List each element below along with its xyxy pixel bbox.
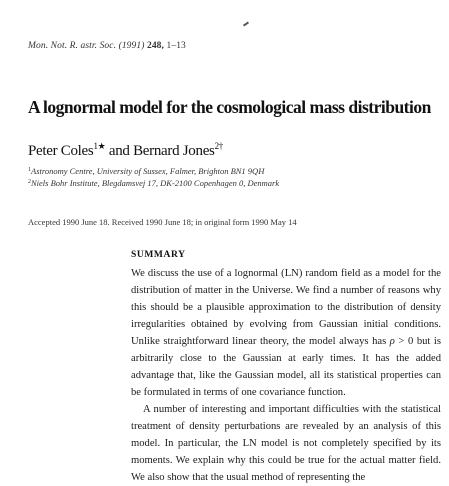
abstract-body (131, 265, 441, 486)
abstract-paragraph-1 (131, 265, 441, 401)
author-1: Peter Coles (28, 143, 94, 159)
journal-year: (1991) (118, 41, 145, 51)
affiliation-1-mark: 1 (28, 167, 31, 173)
affiliation-2-mark: 2 (28, 179, 31, 185)
abstract-paragraph-2: A number of interesting and important difficulties with the statistical treatment of density perturbations are revealed by an analysis of this model. In particular, the LN model is not completely specified by its moments. We explain why this could be true for the actual matter field. We also show that the usual method of representing the (131, 404, 441, 483)
journal-volume: 248, (146, 41, 165, 51)
journal-pages: 1–13 (166, 41, 186, 51)
rho-symbol: ρ (389, 336, 395, 347)
author-2: Bernard Jones (133, 143, 215, 159)
abstract-p1-part-a: We discuss the use of a lognormal (LN) random field as a model for the distribution of matter in the Universe. We find a number of reasons why this should be a plausible approximation to the distribution of density irregularities obtained by evolving from Gaussian initial conditions. Unlike straightforward linear theory, the model always has (131, 268, 441, 347)
affiliation-1-text: Astronomy Centre, University of Sussex, Falmer, Brighton BN1 9QH (31, 166, 265, 176)
publication-dates: Accepted 1990 June 18. Received 1990 June 18; in original form 1990 May 14 (28, 217, 297, 227)
affiliation-1 (28, 166, 264, 176)
paper-title: A lognormal model for the cosmological mass distribution (28, 97, 431, 117)
abstract-p1-part-b: > 0 but is arbitrarily close to the Gaussian at early times. It has the added advantage that, like the Gaussian model, all its statistical properties can be formulated in terms of one covariance function. (131, 336, 441, 398)
affiliation-2 (28, 178, 279, 188)
author-1-mark: 1★ (93, 141, 106, 151)
scan-speck (243, 21, 249, 26)
journal-reference (28, 41, 186, 51)
author-line (28, 141, 223, 160)
affiliation-2-text: Niels Bohr Institute, Blegdamsvej 17, DK-2100 Copenhagen 0, Denmark (31, 178, 280, 188)
author-connector: and (108, 143, 130, 159)
summary-heading: SUMMARY (131, 250, 186, 260)
journal-name: Mon. Not. R. astr. Soc. (28, 41, 117, 51)
author-2-mark: 2† (214, 141, 223, 151)
